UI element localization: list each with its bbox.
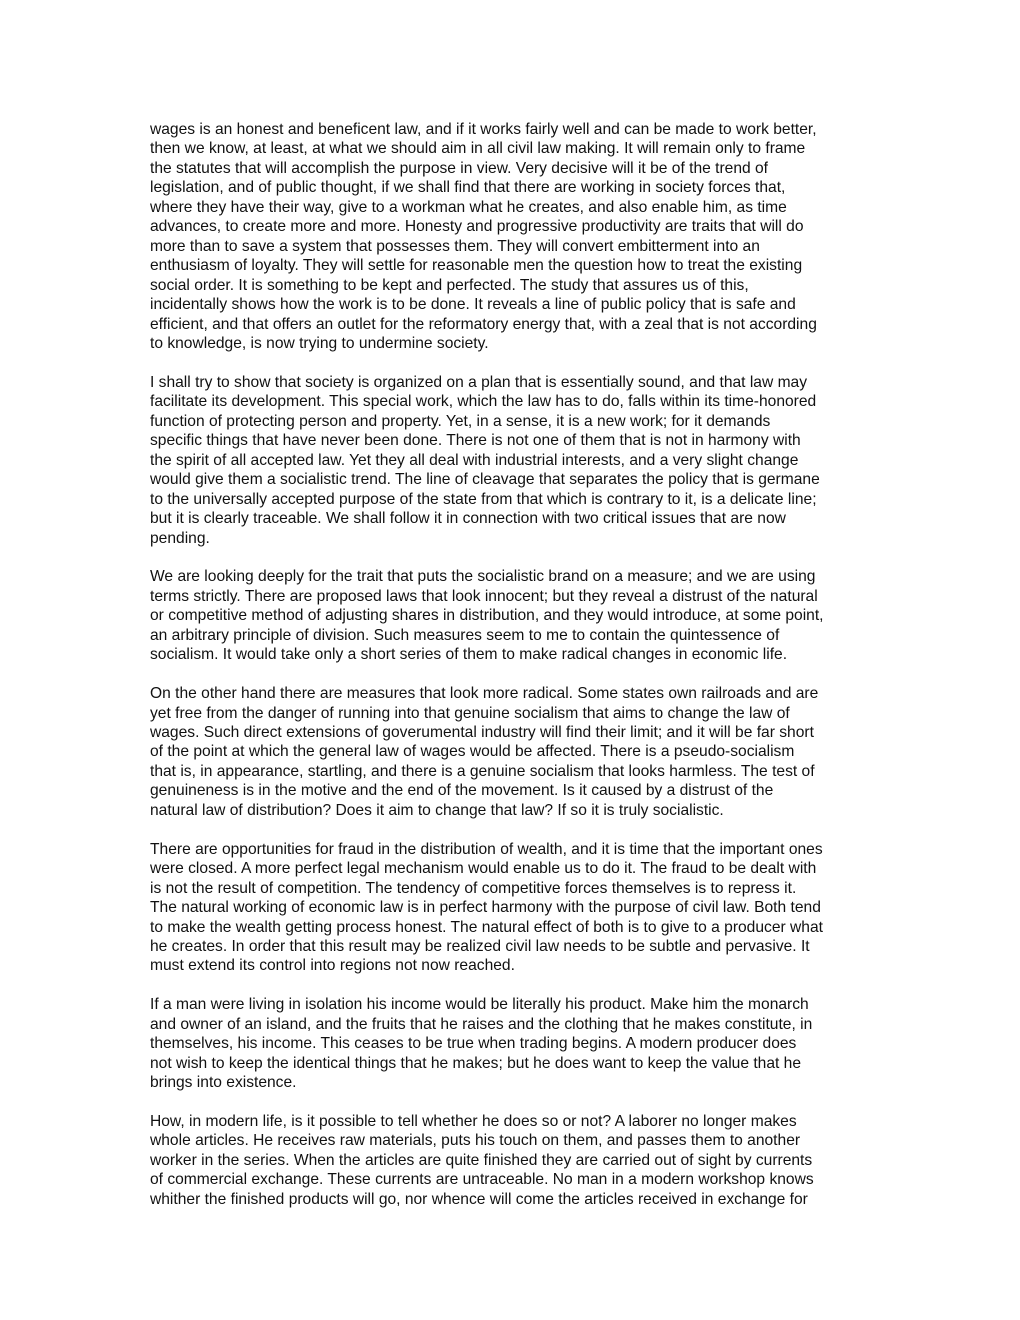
text-line: incidentally shows how the work is to be done. It reveals a line of public policy that is safe and — [150, 296, 796, 314]
text-line: not wish to keep the identical things that he makes; but he does want to keep the value that he — [150, 1054, 802, 1072]
text-line: wages. Such direct extensions of goverumental industry will find their limit; and it will be far short — [150, 724, 814, 741]
document-page — [150, 120, 890, 1229]
text-line: natural law of distribution? Does it aim to change that law? If so it is truly socialistic. — [150, 801, 724, 819]
text-line: We are looking deeply for the trait that puts the socialistic brand on a measure; and we are using — [150, 568, 816, 586]
text-line: pending. — [150, 529, 210, 547]
text-line: but it is clearly traceable. We shall follow it in connection with two critical issues that are now — [150, 510, 786, 528]
text-line: where they have their way, give to a workman what he creates, and also enable him, as time — [150, 198, 787, 216]
text-line: How, in modern life, is it possible to tell whether he does so or not? A laborer no longer makes — [150, 1113, 797, 1131]
text-line: whole articles. He receives raw materials, puts his touch on them, and passes them to another — [150, 1132, 801, 1150]
text-line: whither the finished products will go, nor whence will come the articles received in exchange for — [150, 1190, 808, 1208]
paragraph-1 — [150, 120, 890, 353]
text-line: or competitive method of adjusting shares in distribution, and they would introduce, at some point, — [150, 607, 824, 625]
text-line: legislation, and of public thought, if we shall find that there are working in society forces that, — [150, 179, 786, 197]
paragraph-6 — [150, 995, 890, 1092]
text-line: he creates. In order that this result may be realized civil law needs to be subtle and pervasive. It — [150, 937, 810, 955]
text-line: brings into existence. — [150, 1074, 297, 1092]
text-line: social order. It is something to be kept and perfected. The study that assures us of this, — [150, 276, 749, 294]
text-line: were closed. A more perfect legal mechanism would enable us to do it. The fraud to be dealt with — [150, 860, 817, 878]
paragraph-3 — [150, 567, 890, 664]
paragraph-4 — [150, 684, 890, 820]
text-line: would give them a socialistic trend. The line of cleavage that separates the policy that is germane — [150, 471, 820, 489]
text-line: an arbitrary principle of division. Such measures seem to me to contain the quintessence of — [150, 626, 780, 644]
text-line: function of protecting person and property. Yet, in a sense, it is a new work; for it demands — [150, 412, 771, 430]
text-line: socialism. It would take only a short series of them to make radical changes in economic life. — [150, 646, 788, 664]
text-line: facilitate its development. This special work, which the law has to do, falls within its time-honored — [150, 393, 817, 411]
text-line: and owner of an island, and the fruits that he raises and the clothing that he makes constitute, in — [150, 1015, 813, 1033]
paragraph-5 — [150, 840, 890, 976]
text-line: is not the result of competition. The tendency of competitive forces themselves is to repress it. — [150, 879, 797, 897]
text-line: the statutes that will accomplish the purpose in view. Very decisive will it be of the trend of — [150, 159, 769, 177]
text-line: the spirit of all accepted law. Yet they all deal with industrial interests, and a very slight change — [150, 451, 799, 469]
text-line: If a man were living in isolation his income would be literally his product. Make him the monarch — [150, 996, 809, 1014]
text-line: I shall try to show that society is organized on a plan that is essentially sound, and that law may — [150, 373, 808, 391]
text-line: genuineness is in the motive and the end of the movement. Is it caused by a distrust of the — [150, 782, 774, 800]
text-line: to the universally accepted purpose of the state from that which is contrary to it, is a delicate line; — [150, 490, 817, 508]
text-line: wages is an honest and beneficent law, and if it works fairly well and can be made to work better, — [150, 121, 817, 138]
text-line: worker in the series. When the articles are quite finished they are carried out of sight by currents — [150, 1151, 813, 1169]
text-line: specific things that have never been done. There is not one of them that is not in harmony with — [150, 432, 801, 450]
text-line: enthusiasm of loyalty. They will settle for reasonable men the question how to treat the existing — [150, 257, 803, 275]
text-line: that is, in appearance, startling, and there is a genuine socialism that looks harmless. The test of — [150, 762, 815, 780]
text-line: must extend its control into regions not now reached. — [150, 957, 515, 975]
text-line: more than to save a system that possesses them. They will convert embitterment into an — [150, 237, 760, 255]
text-line: On the other hand there are measures that look more radical. Some states own railroads and are — [150, 685, 819, 703]
text-line: advances, to create more and more. Honesty and progressive productivity are traits that will do — [150, 218, 804, 236]
paragraph-2 — [150, 373, 890, 548]
text-line: to make the wealth getting process honest. The natural effect of both is to give to a producer what — [150, 918, 823, 936]
text-line: yet free from the danger of running into that genuine socialism that aims to change the law of — [150, 704, 790, 722]
text-line: then we know, at least, at what we should aim in all civil law making. It will remain only to frame — [150, 140, 806, 158]
paragraph-7 — [150, 1112, 890, 1209]
text-line: of the point at which the general law of wages would be affected. There is a pseudo-socialism — [150, 743, 795, 761]
text-line: themselves, his income. This ceases to be true when trading begins. A modern producer does — [150, 1035, 797, 1053]
text-line: to knowledge, is now trying to undermine society. — [150, 334, 489, 352]
text-line: There are opportunities for fraud in the distribution of wealth, and it is time that the important ones — [150, 840, 823, 858]
text-line: of commercial exchange. These currents are untraceable. No man in a modern workshop knows — [150, 1171, 814, 1189]
text-line: The natural working of economic law is in perfect harmony with the purpose of civil law. Both tend — [150, 899, 821, 917]
text-line: terms strictly. There are proposed laws that look innocent; but they reveal a distrust of the natural — [150, 587, 818, 605]
text-line: efficient, and that offers an outlet for the reformatory energy that, with a zeal that is not according — [150, 315, 817, 333]
